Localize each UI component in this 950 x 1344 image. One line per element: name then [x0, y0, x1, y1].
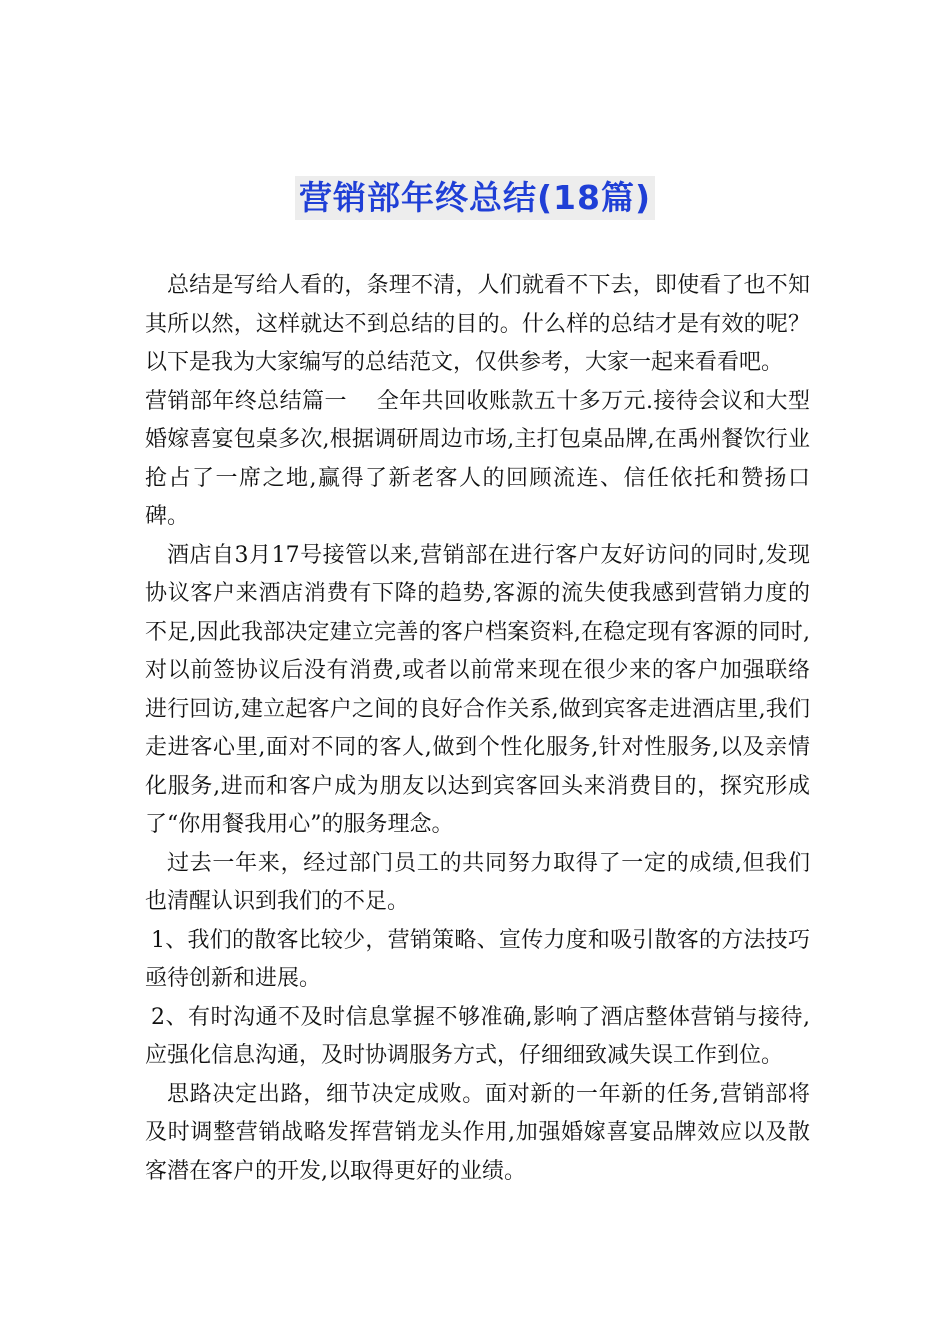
- body-paragraph: 过去一年来，经过部门员工的共同努力取得了一定的成绩,但我们也清醒认识到我们的不足。: [145, 850, 810, 914]
- title-wrapper: [0, 176, 950, 220]
- document-title: 营销部年终总结(18篇): [295, 176, 655, 220]
- section-one-paragraph: 营销部年终总结篇一 全年共回收账款五十多万元.接待会议和大型婚嫁喜宴包桌多次,根据调研周边市场,主打包桌品牌,在禹州餐饮行业抢占了一席之地,赢得了新老客人的回顾流连、信任依托和赞扬口碑。: [145, 388, 810, 529]
- closing-paragraph: 思路决定出路，细节决定成败。面对新的一年新的任务,营销部将及时调整营销战略发挥营销龙头作用,加强婚嫁喜宴品牌效应以及散客潜在客户的开发,以取得更好的业绩。: [145, 1081, 810, 1184]
- list-item-1: 1、我们的散客比较少，营销策略、宣传力度和吸引散客的方法技巧亟待创新和进展。: [145, 927, 810, 991]
- list-item-2: 2、有时沟通不及时信息掌握不够准确,影响了酒店整体营销与接待,应强化信息沟通，及时协调服务方式，仔细细致减失误工作到位。: [145, 1004, 810, 1068]
- body-paragraph: 酒店自3月17号接管以来,营销部在进行客户友好访问的同时,发现协议客户来酒店消费有下降的趋势,客源的流失使我感到营销力度的不足,因此我部决定建立完善的客户档案资料,在稳定现有客源的同时,对以前签协议后没有消费,或者以前常来现在很少来的客户加强联络进行回访,建立起客户之间的良好合作关系,做到宾客走进酒店里,我们走进客心里,面对不同的客人,做到个性化服务,针对性服务,以及亲情化服务,进而和客户成为朋友以达到宾客回头来消费目的，探究形成了“你用餐我用心”的服务理念。: [145, 542, 810, 837]
- intro-paragraph: 总结是写给人看的，条理不清，人们就看不下去，即使看了也不知其所以然，这样就达不到总结的目的。什么样的总结才是有效的呢？以下是我为大家编写的总结范文，仅供参考，大家一起来看看吧。: [145, 273, 810, 375]
- document-body: [145, 267, 810, 1191]
